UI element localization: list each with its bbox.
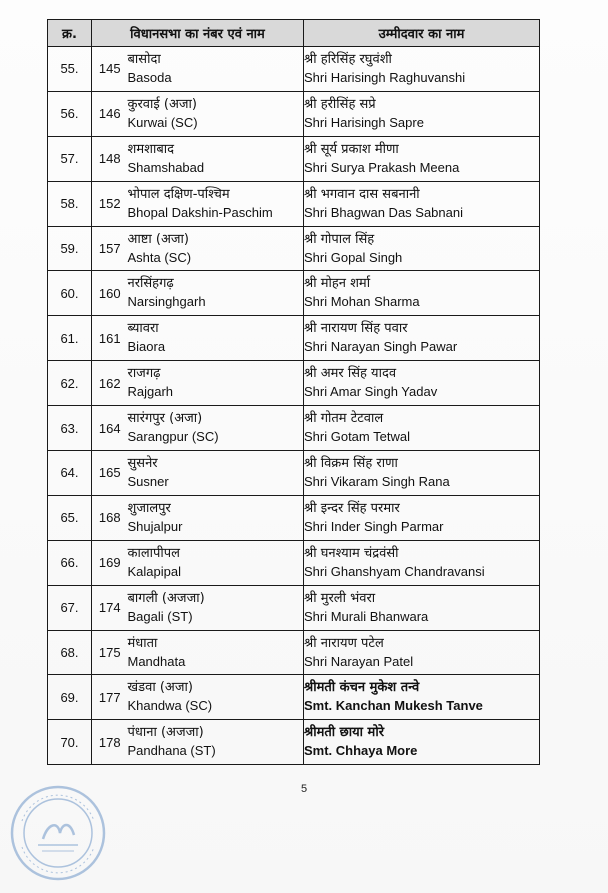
- constituency-name-hindi: शमशाबाद: [127, 141, 175, 157]
- candidate-name-hindi: श्री सूर्य प्रकाश मीणा: [304, 141, 399, 157]
- serial-number: 56.: [48, 91, 92, 136]
- serial-number: 69.: [48, 675, 92, 720]
- constituency-name-cell: [128, 91, 304, 136]
- constituency-name-cell: [128, 136, 304, 181]
- table-row: [48, 271, 540, 316]
- constituency-number: 177: [92, 675, 128, 720]
- constituency-name-english: Pandhana (ST): [127, 743, 216, 759]
- constituency-number: 146: [92, 91, 128, 136]
- candidate-name-english: Shri Mohan Sharma: [304, 294, 420, 310]
- constituency-name-english: Bagali (ST): [127, 608, 193, 624]
- candidate-name-english: Shri Bhagwan Das Sabnani: [304, 204, 463, 220]
- constituency-name-english: Khandwa (SC): [127, 698, 213, 714]
- candidate-name-hindi: श्री घनश्याम चंद्रवंसी: [304, 545, 399, 561]
- candidate-name-hindi: श्री हरीसिंह सप्रे: [304, 96, 376, 112]
- candidate-name-hindi: श्री अमर सिंह यादव: [304, 366, 397, 382]
- serial-number: 55.: [48, 47, 92, 92]
- constituency-name-english: Biaora: [127, 339, 166, 355]
- candidate-name-hindi: श्री इन्दर सिंह परमार: [304, 500, 400, 516]
- serial-number: 64.: [48, 451, 92, 496]
- candidate-name-english: Shri Gotam Tetwal: [304, 429, 410, 445]
- candidate-name-cell: [304, 136, 540, 181]
- constituency-number: 164: [92, 406, 128, 451]
- candidate-name-english: Shri Harisingh Raghuvanshi: [304, 69, 466, 85]
- header-serial: क्र.: [48, 20, 92, 47]
- serial-number: 61.: [48, 316, 92, 361]
- constituency-name-english: Rajgarh: [127, 384, 174, 400]
- constituency-name-english: Mandhata: [127, 653, 186, 669]
- candidate-name-english: Shri Inder Singh Parmar: [304, 518, 444, 534]
- constituency-name-cell: [128, 585, 304, 630]
- candidate-name-english: Shri Murali Bhanwara: [304, 608, 429, 624]
- candidate-name-english: Shri Amar Singh Yadav: [304, 384, 438, 400]
- constituency-name-hindi: आष्टा (अजा): [127, 231, 189, 247]
- constituency-name-english: Kurwai (SC): [127, 114, 198, 130]
- table-row: [48, 406, 540, 451]
- candidate-name-hindi: श्री भगवान दास सबनानी: [304, 186, 420, 202]
- constituency-name-english: Shujalpur: [127, 518, 183, 534]
- constituency-number: 165: [92, 451, 128, 496]
- constituency-name-cell: [128, 47, 304, 92]
- constituency-name-cell: [128, 630, 304, 675]
- serial-number: 70.: [48, 720, 92, 765]
- constituency-number: 174: [92, 585, 128, 630]
- serial-number: 62.: [48, 361, 92, 406]
- candidate-name-cell: [304, 361, 540, 406]
- table-row: [48, 91, 540, 136]
- candidate-name-cell: [304, 675, 540, 720]
- candidate-name-cell: [304, 495, 540, 540]
- table-row: [48, 361, 540, 406]
- constituency-number: 161: [92, 316, 128, 361]
- constituency-name-hindi: शुजालपुर: [127, 500, 171, 516]
- constituency-name-english: Shamshabad: [127, 159, 205, 175]
- header-constituency: विधानसभा का नंबर एवं नाम: [92, 20, 304, 47]
- constituency-name-cell: [128, 361, 304, 406]
- candidate-name-hindi: श्री विक्रम सिंह राणा: [304, 455, 398, 471]
- serial-number: 68.: [48, 630, 92, 675]
- serial-number: 66.: [48, 540, 92, 585]
- constituency-name-cell: [128, 451, 304, 496]
- constituency-number: 169: [92, 540, 128, 585]
- constituency-number: 160: [92, 271, 128, 316]
- serial-number: 63.: [48, 406, 92, 451]
- constituency-number: 162: [92, 361, 128, 406]
- table-row: [48, 675, 540, 720]
- constituency-name-english: Narsinghgarh: [127, 294, 206, 310]
- serial-number: 67.: [48, 585, 92, 630]
- table-row: [48, 540, 540, 585]
- candidate-name-hindi: श्री मोहन शर्मा: [304, 276, 371, 292]
- serial-number: 65.: [48, 495, 92, 540]
- constituency-name-hindi: मंधाता: [127, 635, 158, 651]
- constituency-name-english: Bhopal Dakshin-Paschim: [127, 204, 273, 220]
- constituency-name-hindi: बासोदा: [127, 51, 161, 67]
- constituency-name-cell: [128, 675, 304, 720]
- candidate-name-cell: [304, 630, 540, 675]
- candidate-name-cell: [304, 316, 540, 361]
- candidate-name-english: Shri Gopal Singh: [304, 249, 403, 265]
- candidate-name-hindi: श्री नारायण सिंह पवार: [304, 321, 408, 337]
- table-row: [48, 316, 540, 361]
- candidate-name-hindi: श्री गोपाल सिंह: [304, 231, 375, 247]
- page-number: 5: [300, 783, 308, 795]
- candidate-name-cell: [304, 540, 540, 585]
- constituency-name-cell: [128, 720, 304, 765]
- constituency-name-english: Basoda: [127, 69, 172, 85]
- constituency-number: 148: [92, 136, 128, 181]
- candidate-name-cell: [304, 720, 540, 765]
- candidate-list-table: [47, 19, 540, 765]
- serial-number: 59.: [48, 226, 92, 271]
- table-header-row: [48, 20, 540, 47]
- candidate-name-english: Shri Vikaram Singh Rana: [304, 473, 450, 489]
- candidate-name-cell: [304, 91, 540, 136]
- constituency-name-cell: [128, 316, 304, 361]
- serial-number: 57.: [48, 136, 92, 181]
- candidate-name-hindi: श्रीमती छाया मोरे: [304, 725, 385, 741]
- table-row: [48, 47, 540, 92]
- constituency-name-english: Ashta (SC): [127, 249, 192, 265]
- candidate-name-english: Shri Narayan Singh Pawar: [304, 339, 458, 355]
- table-row: [48, 720, 540, 765]
- table-row: [48, 585, 540, 630]
- constituency-name-hindi: नरसिंहगढ़: [127, 276, 174, 292]
- constituency-name-hindi: कुरवाई (अजा): [127, 96, 197, 112]
- constituency-number: 178: [92, 720, 128, 765]
- constituency-name-cell: [128, 540, 304, 585]
- constituency-name-english: Kalapipal: [127, 563, 181, 579]
- constituency-name-hindi: भोपाल दक्षिण-पश्चिम: [127, 186, 230, 202]
- candidate-name-cell: [304, 271, 540, 316]
- constituency-name-hindi: खंडवा (अजा): [127, 680, 193, 696]
- candidate-name-cell: [304, 451, 540, 496]
- candidate-name-hindi: श्री गोतम टेटवाल: [304, 411, 384, 427]
- constituency-name-hindi: राजगढ़: [127, 366, 161, 382]
- candidate-name-hindi: श्री हरिसिंह रघुवंशी: [304, 51, 392, 67]
- candidate-name-cell: [304, 226, 540, 271]
- constituency-number: 175: [92, 630, 128, 675]
- candidate-name-cell: [304, 181, 540, 226]
- serial-number: 60.: [48, 271, 92, 316]
- candidate-name-hindi: श्रीमती कंचन मुकेश तन्वे: [304, 680, 420, 696]
- table-row: [48, 136, 540, 181]
- constituency-name-hindi: सुसनेर: [127, 455, 158, 471]
- constituency-name-hindi: ब्यावरा: [127, 321, 159, 337]
- candidate-name-english: Shri Harisingh Sapre: [304, 114, 424, 130]
- table-row: [48, 495, 540, 540]
- table-row: [48, 451, 540, 496]
- constituency-name-cell: [128, 271, 304, 316]
- candidate-name-english: Smt. Kanchan Mukesh Tanve: [304, 698, 483, 714]
- table-body: [48, 47, 540, 765]
- serial-number: 58.: [48, 181, 92, 226]
- candidate-name-english: Shri Surya Prakash Meena: [304, 159, 460, 175]
- office-seal-icon: [8, 783, 108, 883]
- constituency-name-cell: [128, 495, 304, 540]
- candidate-name-hindi: श्री मुरली भंवरा: [304, 590, 376, 606]
- constituency-name-hindi: सारंगपुर (अजा): [127, 411, 203, 427]
- constituency-number: 157: [92, 226, 128, 271]
- constituency-number: 168: [92, 495, 128, 540]
- constituency-name-cell: [128, 181, 304, 226]
- constituency-number: 145: [92, 47, 128, 92]
- candidate-name-english: Shri Ghanshyam Chandravansi: [304, 563, 485, 579]
- candidate-name-english: Smt. Chhaya More: [304, 743, 418, 759]
- candidate-name-english: Shri Narayan Patel: [304, 653, 414, 669]
- candidate-name-hindi: श्री नारायण पटेल: [304, 635, 384, 651]
- constituency-name-cell: [128, 406, 304, 451]
- constituency-name-english: Sarangpur (SC): [127, 429, 219, 445]
- constituency-name-english: Susner: [127, 473, 169, 489]
- header-candidate: उम्मीदवार का नाम: [304, 20, 540, 47]
- candidate-name-cell: [304, 585, 540, 630]
- constituency-number: 152: [92, 181, 128, 226]
- candidate-name-cell: [304, 47, 540, 92]
- constituency-name-cell: [128, 226, 304, 271]
- table-row: [48, 630, 540, 675]
- table-row: [48, 181, 540, 226]
- table-row: [48, 226, 540, 271]
- candidate-name-cell: [304, 406, 540, 451]
- constituency-name-hindi: कालापीपल: [127, 545, 180, 561]
- constituency-name-hindi: बागली (अजजा): [127, 590, 205, 606]
- constituency-name-hindi: पंधाना (अजजा): [127, 725, 204, 741]
